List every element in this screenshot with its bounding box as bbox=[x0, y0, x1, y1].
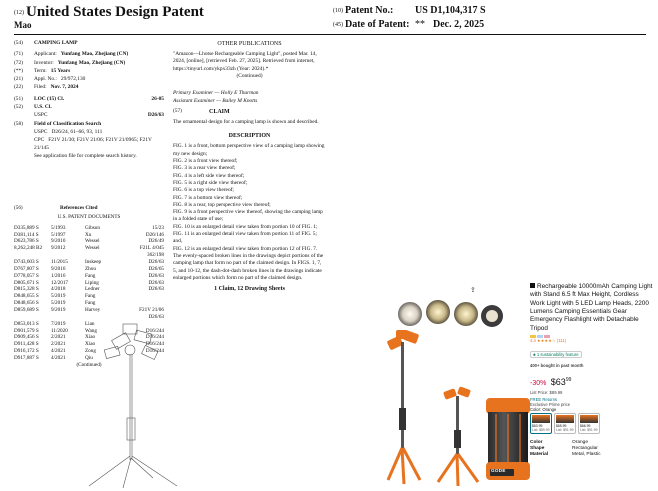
ref-date: 5/1997 bbox=[51, 231, 66, 238]
variant-price: $66.99 bbox=[580, 423, 591, 428]
ref-class: D26/63 bbox=[148, 272, 164, 279]
biblio-code: (52) bbox=[14, 104, 23, 111]
description-line: FIG. 3 is a rear view thereof; bbox=[173, 165, 236, 172]
ref-class: D26/49 bbox=[148, 238, 164, 245]
ref-number: D859,689 S bbox=[14, 307, 39, 314]
biblio-code: (54) bbox=[14, 40, 23, 46]
biblio-label: LOC (15) Cl. bbox=[34, 95, 65, 102]
sustain-text: 1 sustainability feature bbox=[536, 351, 579, 357]
color-variant-option[interactable] bbox=[578, 413, 600, 434]
ref-date: 2/2021 bbox=[51, 341, 66, 348]
ref-inventor: Wessel bbox=[85, 238, 100, 245]
ref-number: D909,456 S bbox=[14, 334, 39, 341]
biblio-row bbox=[14, 137, 164, 152]
ref-inventor: Zhou bbox=[85, 265, 96, 272]
price-dollars: $63 bbox=[550, 376, 566, 387]
date-of-patent bbox=[333, 19, 484, 30]
ref-class: F21L 4/045 bbox=[139, 245, 164, 252]
ref-date: 5/2019 bbox=[51, 300, 66, 307]
biblio-row bbox=[14, 40, 164, 47]
reference-row bbox=[14, 238, 164, 245]
date-stars: ** bbox=[415, 19, 425, 30]
biblio-code: (**) bbox=[14, 67, 23, 74]
reference-row bbox=[14, 245, 164, 252]
biblio-row bbox=[14, 129, 164, 136]
assistant-examiner: Assistant Examiner — Bailey M Knotts bbox=[173, 97, 258, 104]
spec-value: Metal, Plastic bbox=[572, 452, 601, 458]
refs-continued: (Continued) bbox=[76, 361, 102, 368]
ref-number: D805,671 S bbox=[14, 279, 39, 286]
ref-date: 7/2019 bbox=[51, 320, 66, 327]
ref-inventor: Fang bbox=[85, 272, 96, 279]
reference-row bbox=[14, 307, 164, 314]
ref-class: 15/23 bbox=[152, 224, 164, 231]
ref-number: D743,603 S bbox=[14, 259, 39, 266]
ref-date: 4/2021 bbox=[51, 348, 66, 355]
ref-class: D16/244 bbox=[145, 341, 164, 348]
biblio-code: (58) bbox=[14, 120, 23, 127]
description-line: FIG. 9 is a front perspective view thereof, showing the camping lamp in a folded state of use; bbox=[173, 209, 323, 223]
biblio-row bbox=[14, 84, 164, 91]
date-label: Date of Patent: bbox=[345, 19, 410, 30]
ref-number: D381,114 S bbox=[14, 231, 39, 238]
inid-10: (10) bbox=[333, 7, 343, 14]
spec-value: Orange bbox=[572, 440, 588, 446]
color-variants bbox=[530, 413, 655, 434]
ref-number: D901,579 S bbox=[14, 327, 39, 334]
product-specs bbox=[530, 440, 655, 457]
header-rule bbox=[14, 34, 646, 35]
biblio-label: CAMPING LAMP bbox=[34, 40, 78, 46]
ref-date: 2/2021 bbox=[51, 334, 66, 341]
description-line: FIG. 4 is a left side view thereof; bbox=[173, 172, 245, 179]
lamp-line-drawing bbox=[83, 318, 183, 490]
ref-class: D26/146 bbox=[145, 231, 164, 238]
description-line: FIG. 7 is a bottom view thereof; bbox=[173, 194, 243, 201]
reference-row bbox=[14, 225, 164, 232]
ref-class: D26/63 bbox=[148, 279, 164, 286]
spec-key: Material bbox=[530, 452, 549, 458]
reference-row bbox=[14, 286, 164, 293]
ref-class: D26/63 bbox=[148, 259, 164, 266]
inid-57: (57) bbox=[173, 108, 182, 114]
ref-inventor: Xiao bbox=[85, 334, 96, 341]
reference-row bbox=[14, 293, 164, 300]
claims-sheets: 1 Claim, 12 Drawing Sheets bbox=[214, 286, 285, 293]
biblio-value: D26/24, 61–66, 93, 111 bbox=[51, 128, 103, 135]
biblio-row bbox=[14, 60, 164, 67]
biblio-label: Inventor: bbox=[34, 59, 54, 66]
claim-text: The ornamental design for a camping lamp is shown and described. bbox=[173, 119, 319, 126]
ref-date: 9/2012 bbox=[51, 245, 66, 252]
ref-inventor: Harvey bbox=[85, 307, 101, 314]
biblio-label: USPC bbox=[34, 112, 48, 119]
description-line: FIG. 8 is a rear, top perspective view thereof; bbox=[173, 201, 271, 208]
other-publications bbox=[173, 40, 326, 105]
ref-date: 1/2016 bbox=[51, 272, 66, 279]
biblio-code: (21) bbox=[14, 76, 23, 83]
inid-12: (12) bbox=[14, 9, 24, 16]
ref-number: D623,786 S bbox=[14, 238, 39, 245]
tall-lamp-photo bbox=[387, 330, 420, 484]
variant-note: List: $91.99 bbox=[580, 428, 598, 433]
biblio-label: Filed: bbox=[34, 84, 47, 91]
ref-date: 11/2020 bbox=[51, 327, 68, 334]
rating-stars[interactable]: 4.4 ★★★★☆ (111) bbox=[530, 337, 567, 343]
medium-lamp-photo bbox=[438, 386, 478, 486]
ref-number: D911,428 S bbox=[14, 341, 39, 348]
ref-date: 11/2015 bbox=[51, 259, 68, 266]
ref-inventor: Gibson bbox=[85, 224, 100, 231]
description-line: FIG. 5 is a right side view thereof; bbox=[173, 179, 248, 186]
biblio-code: (22) bbox=[14, 84, 23, 91]
other-heading: OTHER PUBLICATIONS bbox=[217, 41, 282, 47]
ref-inventor: Qiu bbox=[85, 355, 93, 362]
ref-date bbox=[51, 252, 85, 259]
reference-row bbox=[14, 300, 164, 307]
refs-heading-row bbox=[14, 205, 164, 212]
description-line: FIG. 11 is an enlarged detail view taken from portion 11 of FIG. 5; and, bbox=[173, 231, 317, 245]
date-value: Dec. 2, 2025 bbox=[433, 19, 485, 30]
patent-number bbox=[333, 5, 486, 16]
ref-date: 9/2010 bbox=[51, 238, 66, 245]
description-lines bbox=[173, 143, 326, 282]
ref-inventor: Xu bbox=[85, 231, 92, 238]
biblio-row bbox=[14, 76, 164, 83]
biblio-label: Appl. No.: bbox=[34, 76, 57, 83]
biblio-row bbox=[14, 96, 164, 103]
variant-note: List: $89.99 bbox=[532, 428, 550, 433]
biblio-value: 29/972,130 bbox=[60, 76, 86, 83]
biblio-value: 15 Years bbox=[50, 67, 71, 74]
ref-number: D848,656 S bbox=[14, 300, 39, 307]
ref-number: D767,807 S bbox=[14, 265, 39, 272]
ref-inventor: Xiao bbox=[85, 341, 96, 348]
biblio-code: (51) bbox=[14, 95, 23, 102]
biblio-row bbox=[14, 121, 164, 128]
description-line: FIG. 12 is an enlarged detail view taken from portion 12 of FIG. 7. bbox=[173, 245, 318, 252]
color-variant-option[interactable] bbox=[554, 413, 576, 434]
biblio-value: F21V 21/30; F21V 21/06; F21V 21/0965; F21V 21/145 bbox=[34, 137, 152, 151]
free-returns-link[interactable]: FREE Returns bbox=[530, 396, 557, 402]
biblio-row bbox=[14, 104, 164, 111]
spec-value: Rectangular bbox=[572, 446, 598, 452]
bought-past-month: 400+ bought in past month bbox=[530, 362, 584, 368]
refs-heading: References Cited bbox=[60, 205, 98, 211]
biblio-label: See application file for complete search history. bbox=[34, 152, 137, 159]
patent-title bbox=[14, 4, 204, 21]
inventor-short: Mao bbox=[14, 20, 32, 30]
share-icon[interactable]: ⇪ bbox=[470, 287, 476, 294]
tripod-legs bbox=[89, 456, 177, 488]
ref-class: D16/244 bbox=[145, 348, 164, 355]
patent-no-value: US D1,104,317 S bbox=[415, 5, 486, 16]
biblio-label: CPC bbox=[34, 137, 45, 144]
ref-number: D815,328 S bbox=[14, 286, 39, 293]
variant-thumb bbox=[532, 415, 550, 423]
list-price: List Price: $89.99 bbox=[530, 389, 563, 395]
description-line: The evenly-spaced broken lines in the drawings depict portions of the camping lamp that form no part of the claimed design. In FIGS. 1, 7, 5, and 10-12, the dash-dot-dash broken lines in the drawings indicate enlarged portions which form no part of the claimed design. bbox=[173, 252, 324, 281]
ref-date: 12/2017 bbox=[51, 279, 69, 286]
ref-number bbox=[14, 252, 51, 259]
ref-number: 8,262,248 B2 bbox=[14, 245, 43, 252]
reference-row bbox=[14, 232, 164, 239]
biblio-row bbox=[14, 68, 164, 75]
discount-badge: -30% bbox=[530, 379, 547, 387]
ref-class: 362/198 bbox=[146, 252, 164, 259]
sustainability-badge[interactable] bbox=[530, 351, 582, 358]
description-line: FIG. 1 is a front, bottom perspective view of a camping lamp showing my new design; bbox=[173, 143, 325, 157]
variant-thumb bbox=[580, 415, 598, 423]
biblio-block bbox=[14, 40, 164, 161]
product-title[interactable] bbox=[530, 283, 655, 333]
ref-inventor: Lian bbox=[85, 320, 95, 327]
ref-class: D16/244 bbox=[145, 327, 164, 334]
description-line: FIG. 2 is a front view thereof; bbox=[173, 158, 238, 165]
reference-row bbox=[14, 252, 164, 259]
biblio-value: D26/63 bbox=[147, 112, 164, 119]
refs-subheading: U.S. PATENT DOCUMENTS bbox=[57, 213, 121, 220]
product-title-text[interactable]: Rechargeable 10000mAh Camping Light with Stand 6.5 ft Max Height, Cordless Work Light with 5 LED Lamp Heads, 2200 Lumens Camping Essentials Gear Emergency Flashlight with Detachable Tripod bbox=[530, 283, 653, 332]
ref-date: 4/2021 bbox=[51, 355, 66, 362]
ref-number: D916,172 S bbox=[14, 348, 39, 355]
ref-number: D778,057 S bbox=[14, 272, 39, 279]
reference-row bbox=[14, 259, 164, 266]
ref-class: D26/63 bbox=[148, 313, 164, 320]
price-cents: 99 bbox=[565, 376, 572, 383]
spec-row bbox=[530, 440, 655, 445]
biblio-label: U.S. Cl. bbox=[34, 104, 52, 111]
biblio-row bbox=[14, 153, 164, 160]
price bbox=[551, 377, 572, 387]
light-mode-thumbnails[interactable] bbox=[398, 300, 503, 327]
description-heading: DESCRIPTION bbox=[228, 133, 271, 140]
claim-heading-row bbox=[173, 108, 326, 116]
ref-inventor bbox=[85, 252, 147, 259]
ref-inventor: Wang bbox=[85, 327, 97, 334]
ref-inventor: Fang bbox=[85, 293, 96, 300]
biblio-value: Nov. 7, 2024 bbox=[50, 84, 79, 91]
product-info bbox=[530, 283, 655, 458]
ref-date: 5/1993 bbox=[51, 224, 66, 231]
leaf-icon: ♣ bbox=[533, 351, 536, 357]
patent-title-text: United States Design Patent bbox=[26, 4, 204, 20]
biblio-code: (71) bbox=[14, 51, 23, 58]
ref-class: D26/63 bbox=[148, 286, 164, 293]
lamp-handle bbox=[127, 418, 135, 440]
ref-date: 5/2019 bbox=[51, 293, 66, 300]
ref-class: D16/244 bbox=[145, 334, 164, 341]
biblio-row bbox=[14, 112, 164, 119]
variant-thumb bbox=[556, 415, 574, 423]
lamp-brand-label: GODE bbox=[491, 468, 506, 473]
biblio-label: Field of Classification Search bbox=[34, 120, 102, 127]
other-text: "Amazon—Lhotse Rechargeable Camping Light", posted Mar. 14, 2024, [online], [retrieved Feb. 27, 2025]. Retrieved from internet, https://tinyurl.com/ykpx33zh (Year: 2024).* bbox=[173, 51, 317, 72]
biblio-list bbox=[14, 40, 164, 160]
inid-45: (45) bbox=[333, 21, 343, 28]
ref-inventor: Fang bbox=[85, 300, 96, 307]
biblio-label: Applicant: bbox=[34, 51, 57, 58]
ref-inventor: Wessel bbox=[85, 245, 100, 252]
ref-number bbox=[14, 314, 51, 321]
spec-key: Color bbox=[530, 440, 543, 446]
price-row bbox=[530, 372, 655, 390]
ref-number: D848,655 S bbox=[14, 293, 39, 300]
reference-row bbox=[14, 266, 164, 273]
ref-number: D853,013 S bbox=[14, 320, 39, 327]
ref-class: D26/65 bbox=[148, 265, 164, 272]
primary-examiner: Primary Examiner — Holly E Thurman bbox=[173, 90, 259, 97]
ref-class: F21V 21/06 bbox=[139, 307, 164, 314]
variant-note: List: $91.99 bbox=[556, 428, 574, 433]
prime-price-label: Exclusive Prime price bbox=[530, 401, 571, 407]
ref-date bbox=[51, 314, 85, 321]
biblio-label: Term: bbox=[34, 67, 47, 74]
ref-inventor: Ledner bbox=[85, 286, 100, 293]
description-line: FIG. 10 is an enlarged detail view taken from portion 10 of FIG. 1; bbox=[173, 223, 318, 230]
biblio-row bbox=[14, 51, 164, 58]
biblio-label: USPC bbox=[34, 128, 48, 135]
ref-number: D335,889 S bbox=[14, 224, 39, 231]
reference-row bbox=[14, 273, 164, 280]
inid-56: (56) bbox=[14, 205, 23, 211]
biblio-value: Yunfang Mao, Zhejiang (CN) bbox=[60, 51, 129, 58]
biblio-value: 26-05 bbox=[151, 95, 164, 102]
bullet-square bbox=[530, 283, 535, 288]
reference-row bbox=[14, 280, 164, 287]
variant-price: $63.99 bbox=[532, 423, 543, 428]
ref-date: 9/2019 bbox=[51, 307, 66, 314]
ref-inventor: Inskeep bbox=[85, 259, 102, 266]
color-variant-option[interactable] bbox=[530, 413, 552, 434]
spec-key: Shape bbox=[530, 446, 545, 452]
spec-row bbox=[530, 446, 655, 451]
other-continued: (Continued) bbox=[236, 72, 263, 79]
variant-price: $65.99 bbox=[556, 423, 567, 428]
ref-date: 9/2016 bbox=[51, 265, 66, 272]
patent-no-label: Patent No.: bbox=[345, 5, 394, 16]
biblio-code: (72) bbox=[14, 59, 23, 66]
ref-date: 4/2018 bbox=[51, 286, 66, 293]
ref-inventor: Liping bbox=[85, 279, 99, 286]
ref-number: D917,887 S bbox=[14, 355, 39, 362]
color-label: Color: Orange bbox=[530, 406, 557, 412]
claim-block bbox=[173, 108, 326, 293]
claim-heading: CLAIM bbox=[209, 109, 230, 115]
spec-row bbox=[530, 452, 655, 457]
lamp-heads bbox=[104, 324, 158, 359]
description-line: FIG. 6 is a top view thereof; bbox=[173, 187, 234, 194]
biblio-value: Yunfang Mao, Zhejiang (CN) bbox=[57, 59, 126, 66]
ref-inventor: Zong bbox=[85, 348, 96, 355]
